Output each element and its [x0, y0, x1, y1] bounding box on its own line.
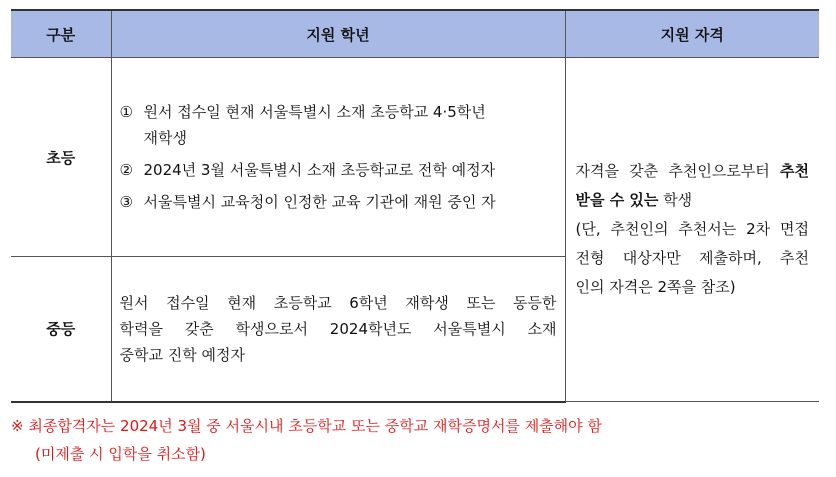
header-category: 구분 [11, 10, 111, 58]
qualification-line: 전형 대상자만 제출하며, 추천 [575, 249, 809, 267]
qualification-line: (단, 추천인의 추천서는 2차 면접 [575, 220, 809, 238]
item-number: ③ [119, 193, 133, 211]
qualification-emphasis: 추천 [780, 162, 809, 180]
item-text: 서울특별시 교육청이 인정한 교육 기관에 재원 중인 자 [143, 193, 496, 211]
table-row [11, 58, 819, 257]
grade-text-line: 중학교 진학 예정자 [119, 345, 245, 364]
item-number: ① [119, 103, 133, 121]
elementary-grade-cell [111, 58, 565, 257]
grade-text-line: 원서 접수일 현재 초등학교 6학년 재학생 또는 동등한 [119, 293, 557, 312]
item-number: ② [119, 161, 133, 179]
grade-text-line: 학력을 갖춘 학생으로서 2024학년도 서울특별시 소재 [119, 319, 557, 338]
item-text: 2024년 3월 서울특별시 소재 초등학교로 전학 예정자 [143, 161, 496, 179]
qualification-line: 인의 자격은 2쪽을 참조) [575, 278, 736, 296]
footnote [11, 412, 602, 468]
item-text: 재학생 [143, 129, 187, 147]
qualification-line: 받을 수 있는 학생 [575, 191, 693, 209]
table-header-row [11, 10, 819, 58]
header-qualification: 지원 자격 [565, 10, 819, 58]
item-text: 원서 접수일 현재 서울특별시 소재 초등학교 4·5학년 [143, 103, 486, 121]
requirements-table [11, 9, 819, 403]
list-item [120, 99, 557, 151]
category-elementary: 초등 [11, 58, 111, 257]
category-middle: 중등 [11, 257, 111, 402]
middle-grade-cell [111, 257, 565, 402]
qualification-emphasis: 받을 수 있는 [575, 191, 659, 209]
qualification-line: 자격을 갖춘 추천인으로부터 추천 [575, 162, 809, 180]
list-item [120, 189, 557, 215]
list-item [120, 157, 557, 183]
footnote-line: (미제출 시 입학을 취소함) [35, 445, 206, 463]
header-grade: 지원 학년 [111, 10, 565, 58]
footnote-line: ※ 최종합격자는 2024년 3월 중 서울시내 초등학교 또는 중학교 재학증명서를 제출해야 함 [11, 417, 602, 435]
qualification-cell [565, 58, 819, 402]
